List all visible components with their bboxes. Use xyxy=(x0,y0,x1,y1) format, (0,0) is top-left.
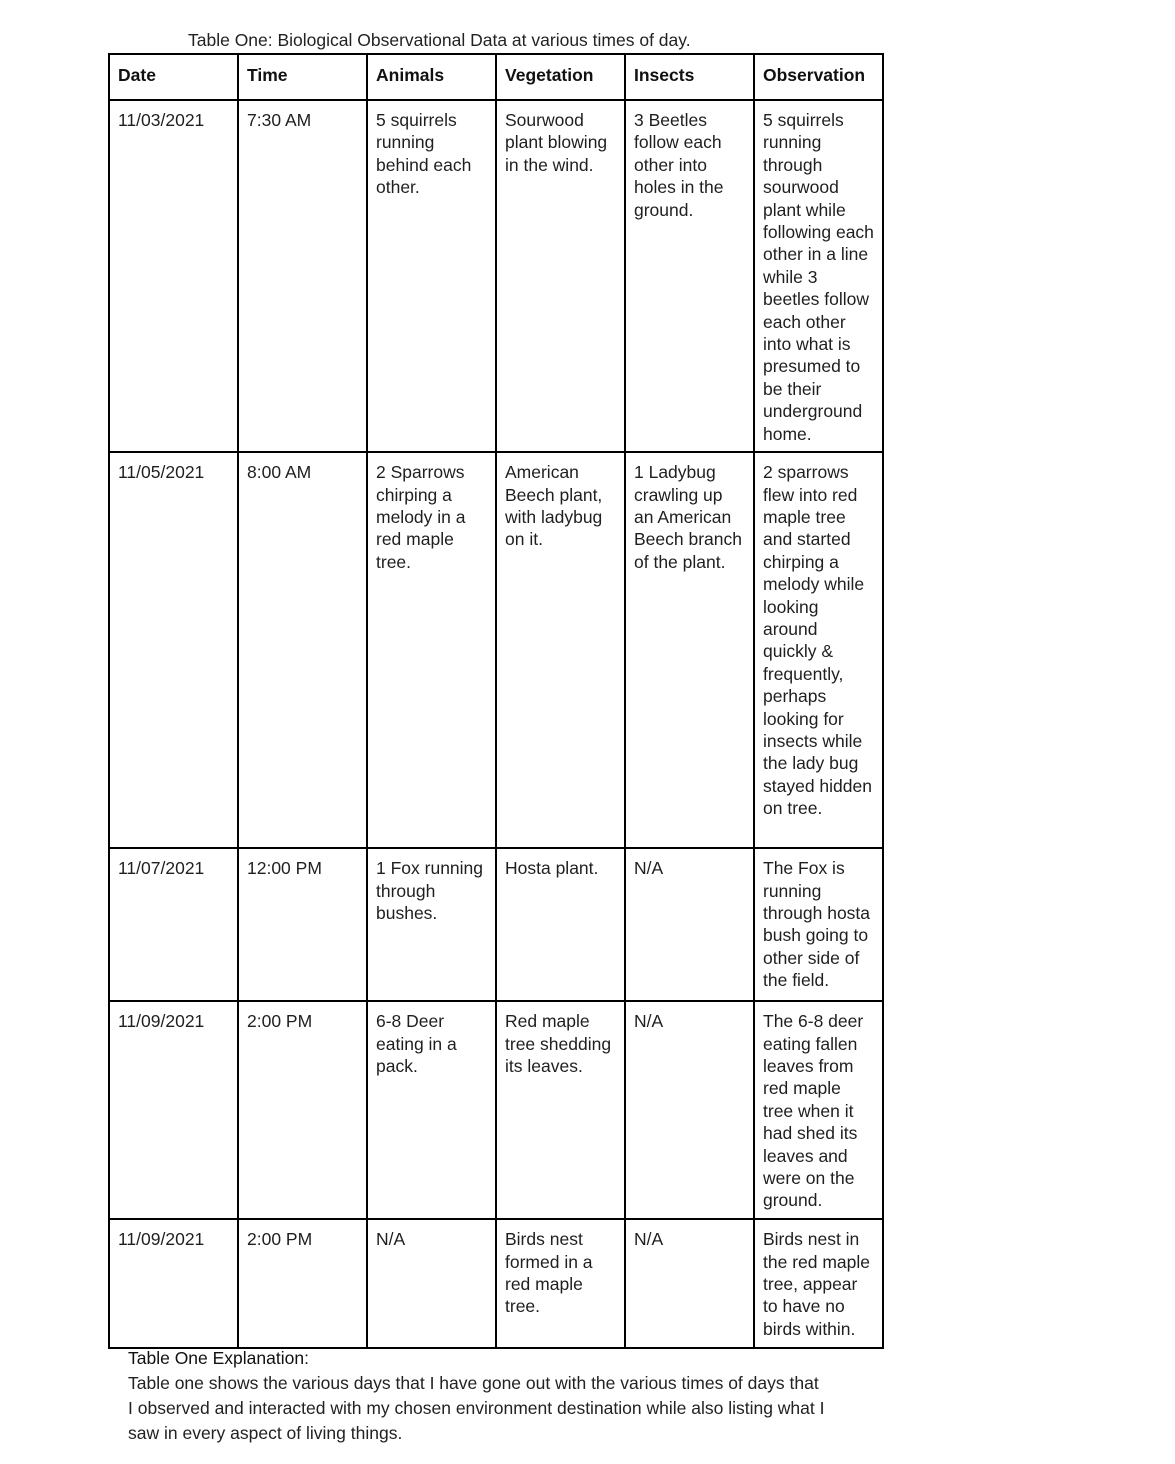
observation-table xyxy=(108,53,884,1349)
cell-animals: 2 Sparrows chirping a melody in a red maple tree. xyxy=(367,452,496,848)
header-observation: Observation xyxy=(754,54,883,100)
header-animals: Animals xyxy=(367,54,496,100)
cell-animals: N/A xyxy=(367,1219,496,1348)
table-row xyxy=(109,1219,883,1348)
cell-vegetation: Birds nest formed in a red maple tree. xyxy=(496,1219,625,1348)
header-insects: Insects xyxy=(625,54,754,100)
table-row xyxy=(109,452,883,848)
table-row xyxy=(109,100,883,452)
cell-vegetation: Red maple tree shedding its leaves. xyxy=(496,1001,625,1219)
cell-insects: N/A xyxy=(625,1219,754,1348)
cell-observation: 2 sparrows flew into red maple tree and started chirping a melody while looking around quickly & frequently, perhaps looking for insects while the lady bug stayed hidden on tree. xyxy=(754,452,883,848)
cell-animals: 5 squirrels running behind each other. xyxy=(367,100,496,452)
cell-date: 11/03/2021 xyxy=(109,100,238,452)
cell-insects: 3 Beetles follow each other into holes in the ground. xyxy=(625,100,754,452)
header-vegetation: Vegetation xyxy=(496,54,625,100)
table-row xyxy=(109,1001,883,1219)
table-row xyxy=(109,848,883,1001)
cell-time: 2:00 PM xyxy=(238,1219,367,1348)
cell-time: 2:00 PM xyxy=(238,1001,367,1219)
cell-insects: N/A xyxy=(625,1001,754,1219)
cell-observation: Birds nest in the red maple tree, appear to have no birds within. xyxy=(754,1219,883,1348)
cell-time: 12:00 PM xyxy=(238,848,367,1001)
cell-time: 8:00 AM xyxy=(238,452,367,848)
cell-time: 7:30 AM xyxy=(238,100,367,452)
cell-date: 11/05/2021 xyxy=(109,452,238,848)
explanation-title: Table One Explanation: xyxy=(128,1348,309,1368)
header-date: Date xyxy=(109,54,238,100)
cell-insects: 1 Ladybug crawling up an American Beech branch of the plant. xyxy=(625,452,754,848)
cell-vegetation: American Beech plant, with ladybug on it. xyxy=(496,452,625,848)
table-header-row xyxy=(109,54,883,100)
cell-date: 11/09/2021 xyxy=(109,1219,238,1348)
cell-date: 11/07/2021 xyxy=(109,848,238,1001)
table-caption: Table One: Biological Observational Data at various times of day. xyxy=(188,30,691,50)
cell-insects: N/A xyxy=(625,848,754,1001)
cell-vegetation: Sourwood plant blowing in the wind. xyxy=(496,100,625,452)
explanation-body: Table one shows the various days that I have gone out with the various times of days that I observed and interacted with my chosen environment destination while also listing what I saw in every aspect of living things. xyxy=(128,1373,825,1443)
cell-observation: The 6-8 deer eating fallen leaves from red maple tree when it had shed its leaves and were on the ground. xyxy=(754,1001,883,1219)
cell-observation: 5 squirrels running through sourwood plant while following each other in a line while 3 beetles follow each other into what is presumed to be their underground home. xyxy=(754,100,883,452)
cell-animals: 6-8 Deer eating in a pack. xyxy=(367,1001,496,1219)
header-time: Time xyxy=(238,54,367,100)
cell-observation: The Fox is running through hosta bush going to other side of the field. xyxy=(754,848,883,1001)
cell-vegetation: Hosta plant. xyxy=(496,848,625,1001)
cell-animals: 1 Fox running through bushes. xyxy=(367,848,496,1001)
cell-date: 11/09/2021 xyxy=(109,1001,238,1219)
